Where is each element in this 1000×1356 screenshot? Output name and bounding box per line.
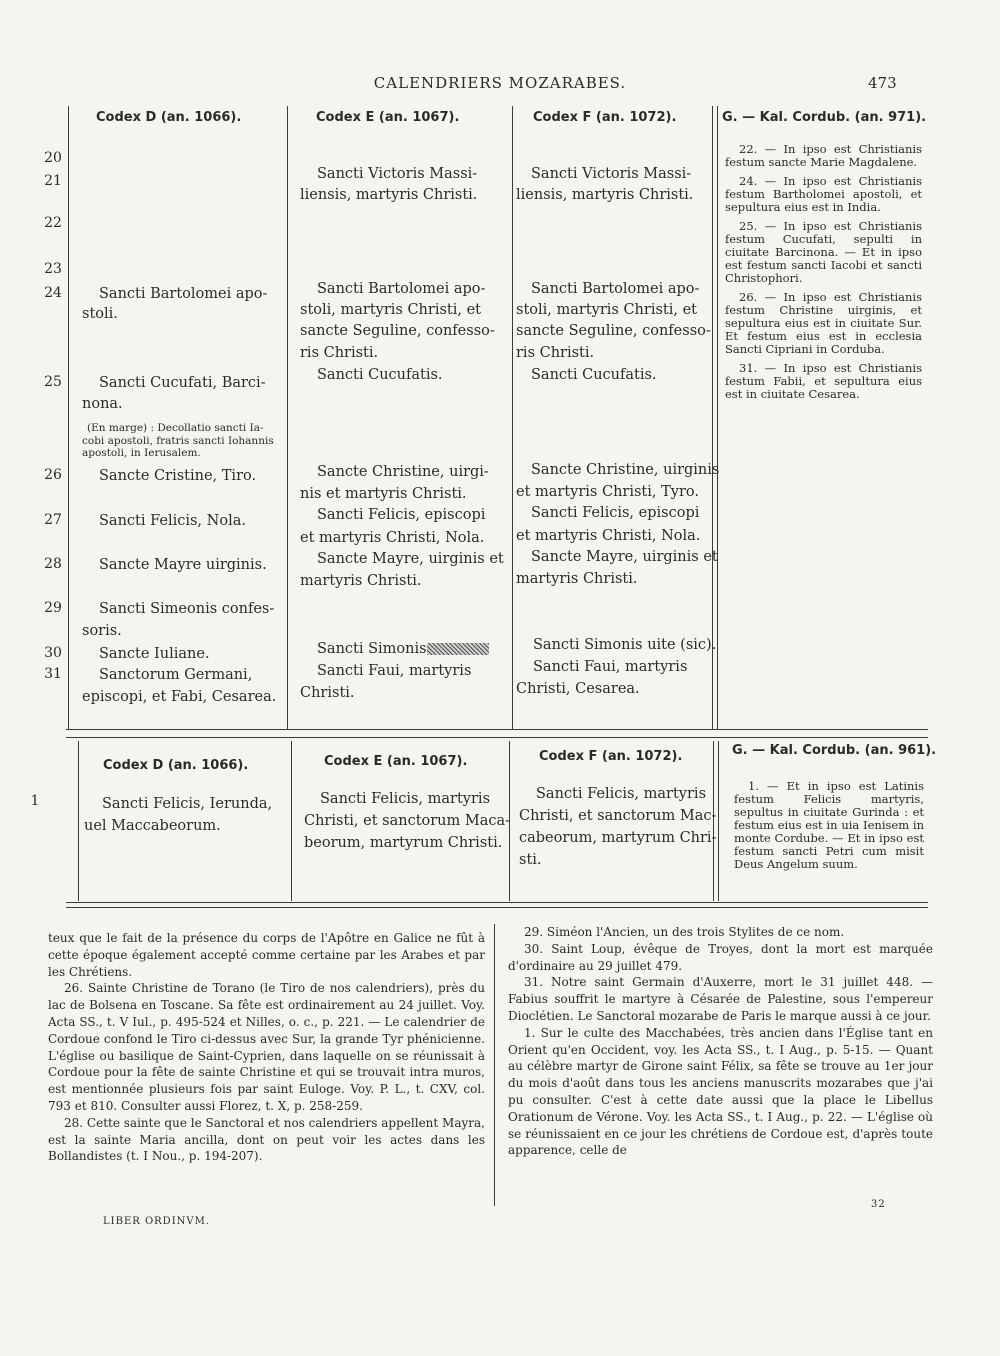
entry-line: liensis, martyris Christi. <box>300 187 478 203</box>
entry-line: Sancti Victoris Massi- <box>531 166 692 182</box>
entry-line: Christi, Cesarea. <box>516 681 640 697</box>
entry-line: Sancti Cucufati, Barci- <box>99 375 266 391</box>
entry-line: Sancte Mayre, uirginis et <box>317 551 504 567</box>
signature-mark: LIBER ORDINVM. <box>103 1216 211 1227</box>
entry-line: et martyris Christi, Nola. <box>300 530 485 546</box>
footnote: 28. Cette sainte que le Sanctoral et nos calendriers appellent Mayra, est la sainte Maria ancilla, dont on peut voir les actes dans les Bollandistes (t. I Nou., p. 194-207). <box>48 1115 485 1164</box>
kalendar-note: 24. — In ipso est Christianis festum Bartholomei apostoli, et sepultura eius est in India. <box>725 174 922 214</box>
entry-line: Sancte Mayre uirginis. <box>99 557 267 573</box>
entry-line: Sancte Cristine, Tiro. <box>99 468 257 484</box>
entry-line: Sancte Christine, uirginis <box>531 462 720 478</box>
day-number: 27 <box>44 512 62 528</box>
entry-line: cabeorum, martyrum Chri- <box>519 830 717 846</box>
footnotes-left-column <box>48 930 485 1165</box>
marginal-note: apostoli, in Ierusalem. <box>82 447 201 459</box>
day-number: 31 <box>44 666 62 682</box>
column-header-codex-d: Codex D (an. 1066). <box>103 758 249 773</box>
kalendar-note: 22. — In ipso est Christianis festum sancte Marie Magdalene. <box>725 142 922 169</box>
entry-line: Sancti Victoris Massi- <box>317 166 478 182</box>
day-number: 21 <box>44 173 62 189</box>
column-rule <box>291 741 292 901</box>
entry-line: stoli, martyris Christi, et <box>516 302 697 318</box>
column-header-codex-e: Codex E (an. 1067). <box>324 754 468 769</box>
entry-line: et martyris Christi, Nola. <box>516 528 701 544</box>
footnote: 1. Sur le culte des Macchabées, très ancien dans l'Église tant en Orient qu'en Occident, voy. les Acta SS., t. I Aug., p. 5-15. — Quant au célèbre martyr de Girone saint Félix, sa fête se trouve au 1er jour du mois d'août dans tous les anciens manuscrits mozarabes que j'ai pu consulter. C'est à cette date aussi que la place le Libellus Orationum de Vérone. Voy. les Acta SS., t. I Aug., p. 22. — L'église où se réunissaient en ce jour les chrétiens de Cordoue est, d'après toute apparence, celle de <box>508 1025 933 1158</box>
marginal-note: cobi apostoli, fratris sancti Iohannis <box>82 435 274 447</box>
entry-line: Sancte Christine, uirgi- <box>317 464 489 480</box>
entry-line: ris Christi. <box>516 345 595 361</box>
footnote: 31. Notre saint Germain d'Auxerre, mort le 31 juillet 448. — Fabius souffrit le martyre à Césarée de Palestine, sous l'empereur Dioclétien. Le Sanctoral mozarabe de Paris le marque aussi à ce jour. <box>508 975 933 1023</box>
kalendar-note: 1. — Et in ipso est Latinis festum Felicis martyris, sepultus in ciuitate Gurinda : et festum eius est in uia Ienisem in monte Cordube. — Et in ipso est festum sancti Petri cum misit Deus Angelum suum. <box>734 779 924 871</box>
column-rule <box>717 106 718 730</box>
column-rule <box>78 741 79 901</box>
column-header-codex-e: Codex E (an. 1067). <box>316 110 460 125</box>
entry-line: martyris Christi. <box>516 571 638 587</box>
column-header-kal-g: G. — Kal. Cordub. (an. 961). <box>732 743 937 758</box>
entry-line: Sanctorum Germani, <box>99 667 253 683</box>
entry-line: soris. <box>82 623 122 639</box>
table-divider <box>66 729 928 730</box>
entry-line: Christi, et sanctorum Mac- <box>519 808 717 824</box>
column-header-codex-f: Codex F (an. 1072). <box>539 749 683 764</box>
footnote: 30. Saint Loup, évêque de Troyes, dont la mort est marquée d'ordinaire au 29 juillet 479. <box>508 941 933 973</box>
table-divider <box>66 907 928 908</box>
entry-line: Sancti Bartolomei apo- <box>531 281 700 297</box>
entry-line: et martyris Christi, Tyro. <box>516 484 699 500</box>
entry-line: ris Christi. <box>300 345 379 361</box>
day-number: 1 <box>30 793 40 809</box>
day-number: 26 <box>44 467 62 483</box>
column-rule <box>68 106 69 730</box>
kalendar-note: 26. — In ipso est Christianis festum Christine uirginis, et sepultura eius est in ciuitate Sur. Et festum eius est in ecclesia Sancti Cipriani in Corduba. <box>725 290 922 356</box>
day-number: 20 <box>44 150 62 166</box>
day-number: 30 <box>44 645 62 661</box>
entry-line: Sancti Simonis <box>317 640 489 659</box>
entry-line: Sancti Felicis, Nola. <box>99 513 246 529</box>
day-number: 25 <box>44 374 62 390</box>
entry-line: sti. <box>519 852 542 868</box>
page-number: 473 <box>868 74 897 92</box>
day-number: 23 <box>44 261 62 277</box>
entry-line: Sancti Faui, martyris <box>533 659 688 675</box>
column-rule <box>718 741 719 901</box>
entry-line: Sancti Felicis, Ierunda, <box>102 796 273 812</box>
entry-line: Sancte Mayre, uirginis et <box>531 549 718 565</box>
kalendar-note: 25. — In ipso est Christianis festum Cucufati, sepulti in ciuitate Barcinona. — Et in ipso est festum sancti Iacobi et sancti Christophori. <box>725 219 922 285</box>
entry-line: Sancti Bartolomei apo- <box>317 281 486 297</box>
footnote-column-rule <box>494 924 495 1206</box>
kalendar-cordub-notes <box>725 143 922 407</box>
entry-line: Christi, et sanctorum Maca- <box>304 813 511 829</box>
day-number: 29 <box>44 600 62 616</box>
footnotes-right-column <box>508 924 933 1159</box>
entry-line: stoli, martyris Christi, et <box>300 302 481 318</box>
entry-line: Sancti Felicis, episcopi <box>531 505 700 521</box>
entry-line: Sancti Cucufatis. <box>531 367 657 383</box>
footnote: teux que le fait de la présence du corps de l'Apôtre en Galice ne fût à cette époque également accepté comme certaine par les Arabes et par les Chrétiens. <box>48 931 485 979</box>
table-divider <box>66 902 928 903</box>
entry-line: Sancti Cucufatis. <box>317 367 443 383</box>
entry-line: Sancti Felicis, episcopi <box>317 507 486 523</box>
day-number: 24 <box>44 285 62 301</box>
entry-line: Sancti Felicis, martyris <box>536 786 707 802</box>
marginal-note: (En marge) : Decollatio sancti Ia- <box>87 422 264 434</box>
entry-line: Sancte Iuliane. <box>99 646 210 662</box>
entry-line: episcopi, et Fabi, Cesarea. <box>82 689 277 705</box>
entry-line: nis et martyris Christi. <box>300 486 467 502</box>
day-number: 28 <box>44 556 62 572</box>
entry-line: sancte Seguline, confesso- <box>516 323 711 339</box>
day-number: 22 <box>44 215 62 231</box>
signature-number: 32 <box>871 1199 886 1210</box>
kalendar-note: 31. — In ipso est Christianis festum Fabii, et sepultura eius est in ciuitate Cesarea. <box>725 361 922 401</box>
entry-line: nona. <box>82 396 123 412</box>
entry-line: Sancti Faui, martyris <box>317 663 472 679</box>
footnote: 26. Sainte Christine de Torano (le Tiro de nos calendriers), près du lac de Bolsena en Toscane. Sa fête est ordinairement au 24 juillet. Voy. Acta SS., t. V Iul., p. 495-524 et Nilles, o. c., p. 221. — Le calendrier de Cordoue confond le Tiro ci-dessus avec Sur, la grande Tyr phénicienne. L'église ou basilique de Saint-Cyprien, dans laquelle on se réunissait à Cordoue pour la fête de sainte Christine et qui se trouvait intra muros, est mentionnée plusieurs fois par saint Euloge. Voy. P. L., t. CXV, col. 793 et 810. Consulter aussi Florez, t. X, p. 258-259. <box>48 981 485 1113</box>
entry-line: Sancti Bartolomei apo- <box>99 286 268 302</box>
column-rule <box>287 106 288 730</box>
illegible-hatched-area <box>427 643 489 655</box>
column-rule <box>512 106 513 730</box>
entry-line: beorum, martyrum Christi. <box>304 835 503 851</box>
column-header-codex-d: Codex D (an. 1066). <box>96 110 242 125</box>
entry-line: Sancti Felicis, martyris <box>320 791 491 807</box>
entry-line: stoli. <box>82 306 118 322</box>
entry-line: uel Maccabeorum. <box>84 818 221 834</box>
footnote: 29. Siméon l'Ancien, un des trois Stylites de ce nom. <box>524 925 845 939</box>
running-title: CALENDRIERS MOZARABES. <box>373 74 627 92</box>
column-header-kal-g: G. — Kal. Cordub. (an. 971). <box>722 110 927 125</box>
column-header-codex-f: Codex F (an. 1072). <box>533 110 677 125</box>
entry-line: Christi. <box>300 685 355 701</box>
entry-line: Sancti Simonis uite (sic). <box>533 637 717 653</box>
kalendar-cordub-notes <box>734 780 924 877</box>
entry-line: Sancti Simeonis confes- <box>99 601 275 617</box>
table-divider <box>66 737 928 738</box>
entry-line: liensis, martyris Christi. <box>516 187 694 203</box>
entry-line: martyris Christi. <box>300 573 422 589</box>
entry-line: sancte Seguline, confesso- <box>300 323 495 339</box>
